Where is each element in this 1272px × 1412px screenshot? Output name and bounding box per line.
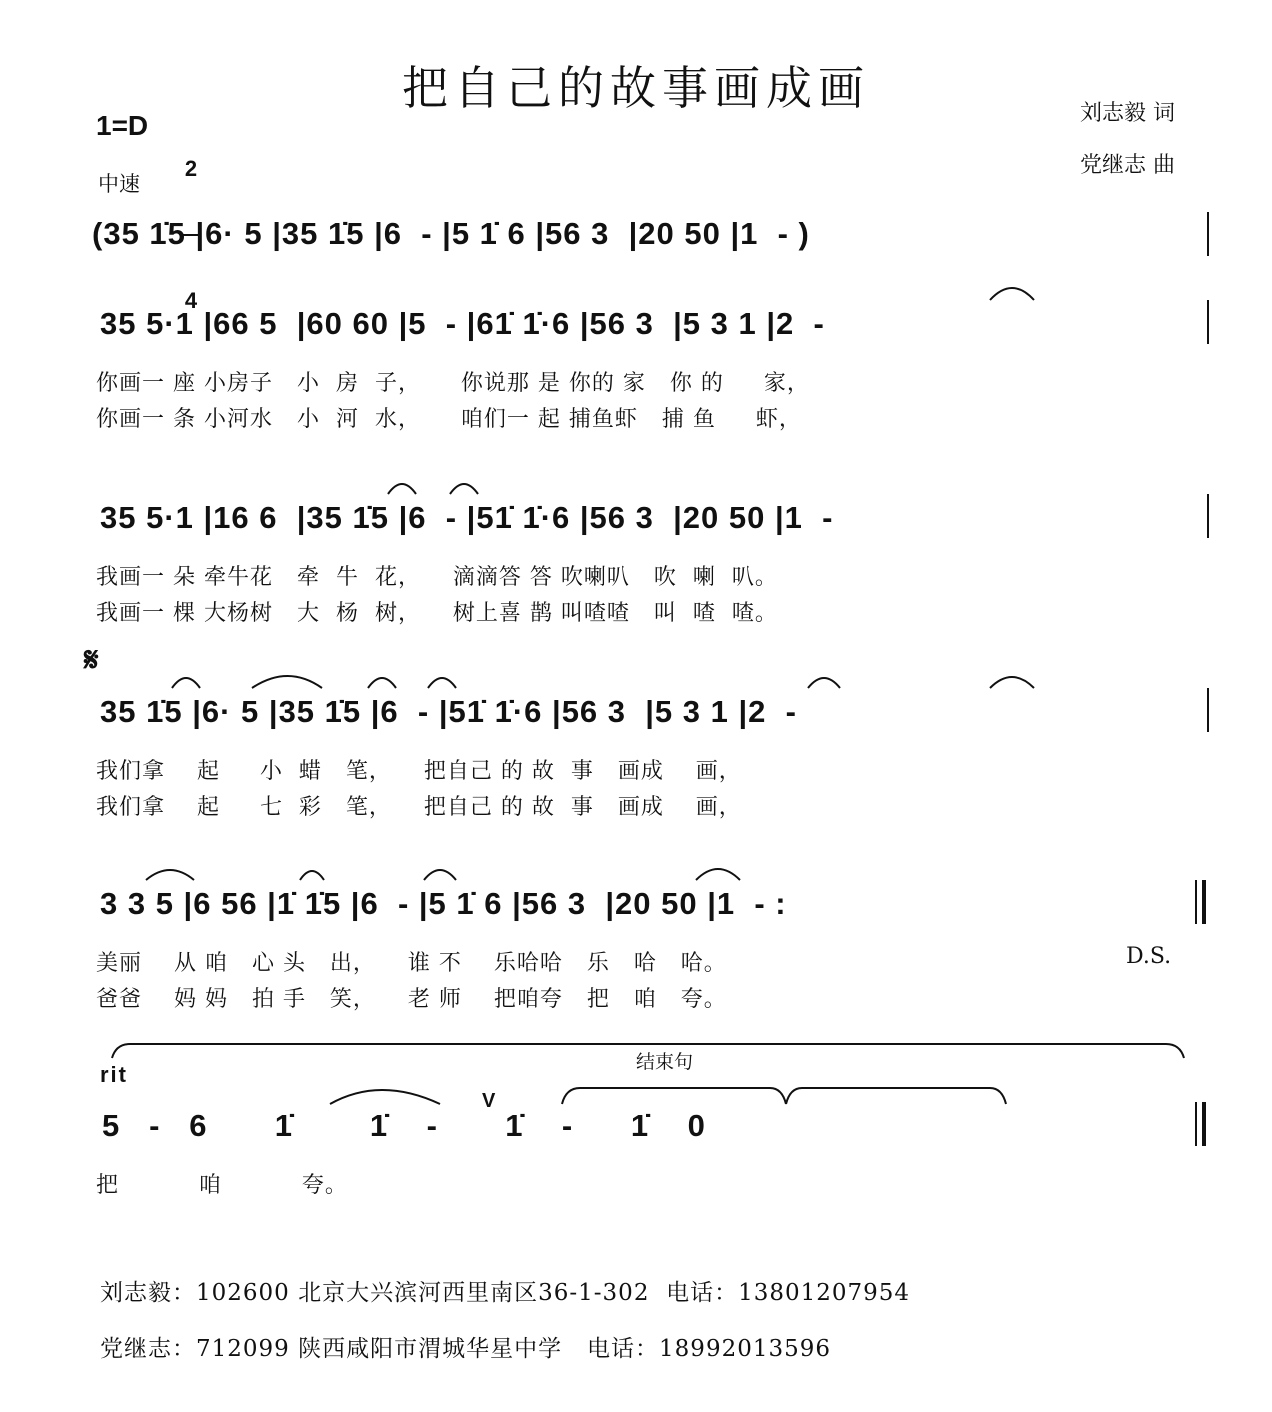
slur-row-3-a — [172, 678, 200, 688]
notation-row-4: 3 3 5 |6 56 |1̇ 1̇5 |6 - |5 1̇ 6 |56 3 |20 50 |1 - : — [100, 886, 787, 921]
composer-credit: 党继志 曲 — [1080, 153, 1175, 178]
notation-row-3: 35 1̇5 |6· 5 |35 1̇5 |6 - |51̇ 1̇·6 |56 3 |5 3 1 |2 - — [100, 694, 797, 729]
lyric-line-4-verse-1: 美丽 从 咱 心 头 出， 谁 不 乐哈哈 乐 哈 哈。 — [96, 951, 727, 976]
slur-row-4-b — [300, 871, 324, 880]
lyric-line-2-verse-1: 我画一 朵 牵牛花 牵 牛 花， 滴滴答 答 吹喇叭 吹 喇 叭。 — [96, 565, 778, 590]
lyricist-credit: 刘志毅 词 — [1080, 101, 1175, 126]
slur-row-3-b — [252, 676, 322, 688]
slur-row-1 — [990, 288, 1034, 300]
slur-row-2-b — [450, 484, 478, 494]
rit-bracket — [112, 1044, 1184, 1058]
song-title: 把自己的故事画成画 — [402, 61, 870, 115]
rit-mark: rit — [100, 1062, 128, 1087]
tie-ending-a — [562, 1088, 786, 1104]
lyric-line-3-verse-2: 我们拿 起 七 彩 笔， 把自己 的 故 事 画成 画， — [96, 795, 742, 820]
ds-mark: D.S. — [1126, 944, 1172, 969]
slur-row-4-a — [146, 870, 194, 880]
footer-contact-composer: 党继志：712099 陕西咸阳市渭城华星中学 电话：18992013596 — [100, 1336, 832, 1362]
slur-row-3-f — [990, 677, 1034, 688]
footer-contact-lyricist: 刘志毅：102600 北京大兴滨河西里南区36-1-302 电话：13801207954 — [100, 1280, 911, 1306]
lyric-line-1-verse-2: 你画一 条 小河水 小 河 水， 咱们一 起 捕鱼虾 捕 鱼 虾， — [96, 407, 802, 432]
slur-row-4-c — [424, 870, 456, 880]
lyric-line-3-verse-1: 我们拿 起 小 蜡 笔， 把自己 的 故 事 画成 画， — [96, 759, 742, 784]
time-denominator: 4 — [184, 288, 198, 313]
segno-sign: 𝄋 — [84, 640, 99, 680]
notation-row-1: 35 5·1 |66 5 |60 60 |5 - |61̇ 1̇·6 |56 3 |5 3 1 |2 - — [100, 306, 825, 341]
notation-row-2: 35 5·1 |16 6 |35 1̇5 |6 - |51̇ 1̇·6 |56 3 |20 50 |1 - — [100, 500, 834, 535]
slur-row-3-c — [368, 678, 396, 688]
tempo-marking: 中速 — [98, 172, 140, 196]
key-signature: 1=D — [96, 110, 149, 141]
ending-label: 结束句 — [636, 1051, 694, 1073]
notation-row-intro: (35 1̇5 |6· 5 |35 1̇5 |6 - |5 1̇ 6 |56 3 |20 50 |1 - ) — [92, 216, 810, 251]
lyric-line-1-verse-1: 你画一 座 小房子 小 房 子， 你说那 是 你的 家 你 的 家， — [96, 371, 810, 396]
slur-ending-a — [330, 1090, 440, 1104]
lyric-line-4-verse-2: 爸爸 妈 妈 拍 手 笑， 老 师 把咱夸 把 咱 夸。 — [96, 987, 727, 1012]
slur-row-4-d — [696, 869, 740, 880]
tie-ending-b — [786, 1088, 1006, 1104]
lyric-line-ending: 把 咱 夸。 — [96, 1173, 348, 1198]
lyric-line-2-verse-2: 我画一 棵 大杨树 大 杨 树， 树上喜 鹊 叫喳喳 叫 喳 喳。 — [96, 601, 778, 626]
slur-row-3-e — [808, 678, 840, 688]
slur-row-3-d — [428, 678, 456, 688]
time-numerator: 2 — [184, 156, 198, 181]
notation-row-ending: 5 - 6 1̇ 1̇ - 1̇ - 1̇ 0 — [102, 1108, 706, 1143]
slur-row-2-a — [388, 484, 416, 494]
breath-mark: V — [482, 1090, 496, 1112]
